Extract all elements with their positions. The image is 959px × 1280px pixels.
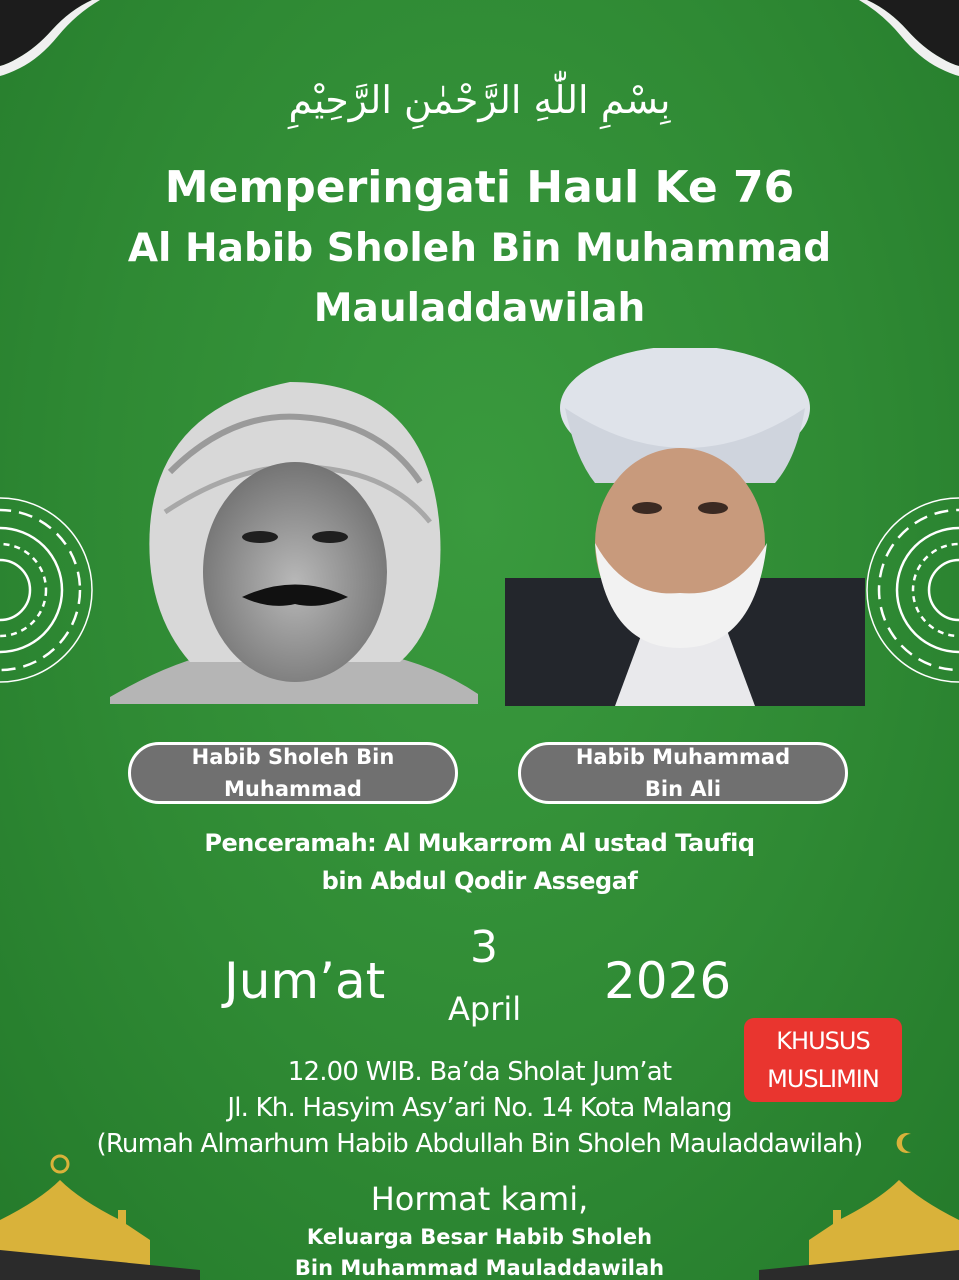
portrait-habib-sholeh (110, 372, 480, 704)
event-date-number: 3 (470, 922, 498, 973)
event-year: 2026 (604, 952, 732, 1010)
closing-greeting: Hormat kami, (370, 1180, 589, 1218)
event-day: Jum’at (224, 952, 386, 1010)
event-time: 12.00 WIB. Ba’da Sholat Jum’at (287, 1057, 672, 1087)
figure-name-line: Habib Muhammad (575, 745, 791, 769)
honoree-surname: Mauladdawilah (313, 286, 646, 331)
figure-name-pill-1 (128, 742, 458, 804)
host-family-line: Bin Muhammad Mauladdawilah (294, 1256, 665, 1280)
basmalah: بِسْمِ اللّٰهِ الرَّحْمٰنِ الرَّحِيْمِ (288, 78, 671, 122)
figure-name-line: Muhammad (224, 777, 362, 801)
figure-name-pill-2 (518, 742, 848, 804)
event-address: Jl. Kh. Hasyim Asy’ari No. 14 Kota Malang (227, 1093, 732, 1123)
mandala-icon (0, 490, 100, 690)
host-family (0, 1222, 959, 1280)
speaker-line: Penceramah: Al Mukarrom Al ustad Taufiq (204, 829, 755, 857)
speaker-info (0, 824, 959, 900)
corner-ornament-icon (849, 0, 959, 90)
event-place: (Rumah Almarhum Habib Abdullah Bin Sholeh Mauladdawilah) (96, 1129, 863, 1159)
figure-name-line: Bin Ali (644, 777, 722, 801)
crescent-icon (893, 1130, 919, 1156)
host-family-line: Keluarga Besar Habib Sholeh (306, 1225, 653, 1249)
event-month: April (448, 990, 522, 1028)
figure-name-line: Habib Sholeh Bin (191, 745, 395, 769)
badge-line: MUSLIMIN (767, 1065, 879, 1093)
muslimin-only-badge (744, 1018, 902, 1102)
event-title: Memperingati Haul Ke 76 (164, 162, 795, 213)
corner-ornament-icon (0, 0, 110, 90)
badge-line: KHUSUS (776, 1027, 870, 1055)
honoree-name: Al Habib Sholeh Bin Muhammad (127, 226, 832, 271)
mandala-icon (859, 490, 959, 690)
portrait-habib-muhammad (505, 348, 865, 706)
speaker-line: bin Abdul Qodir Assegaf (321, 867, 638, 895)
